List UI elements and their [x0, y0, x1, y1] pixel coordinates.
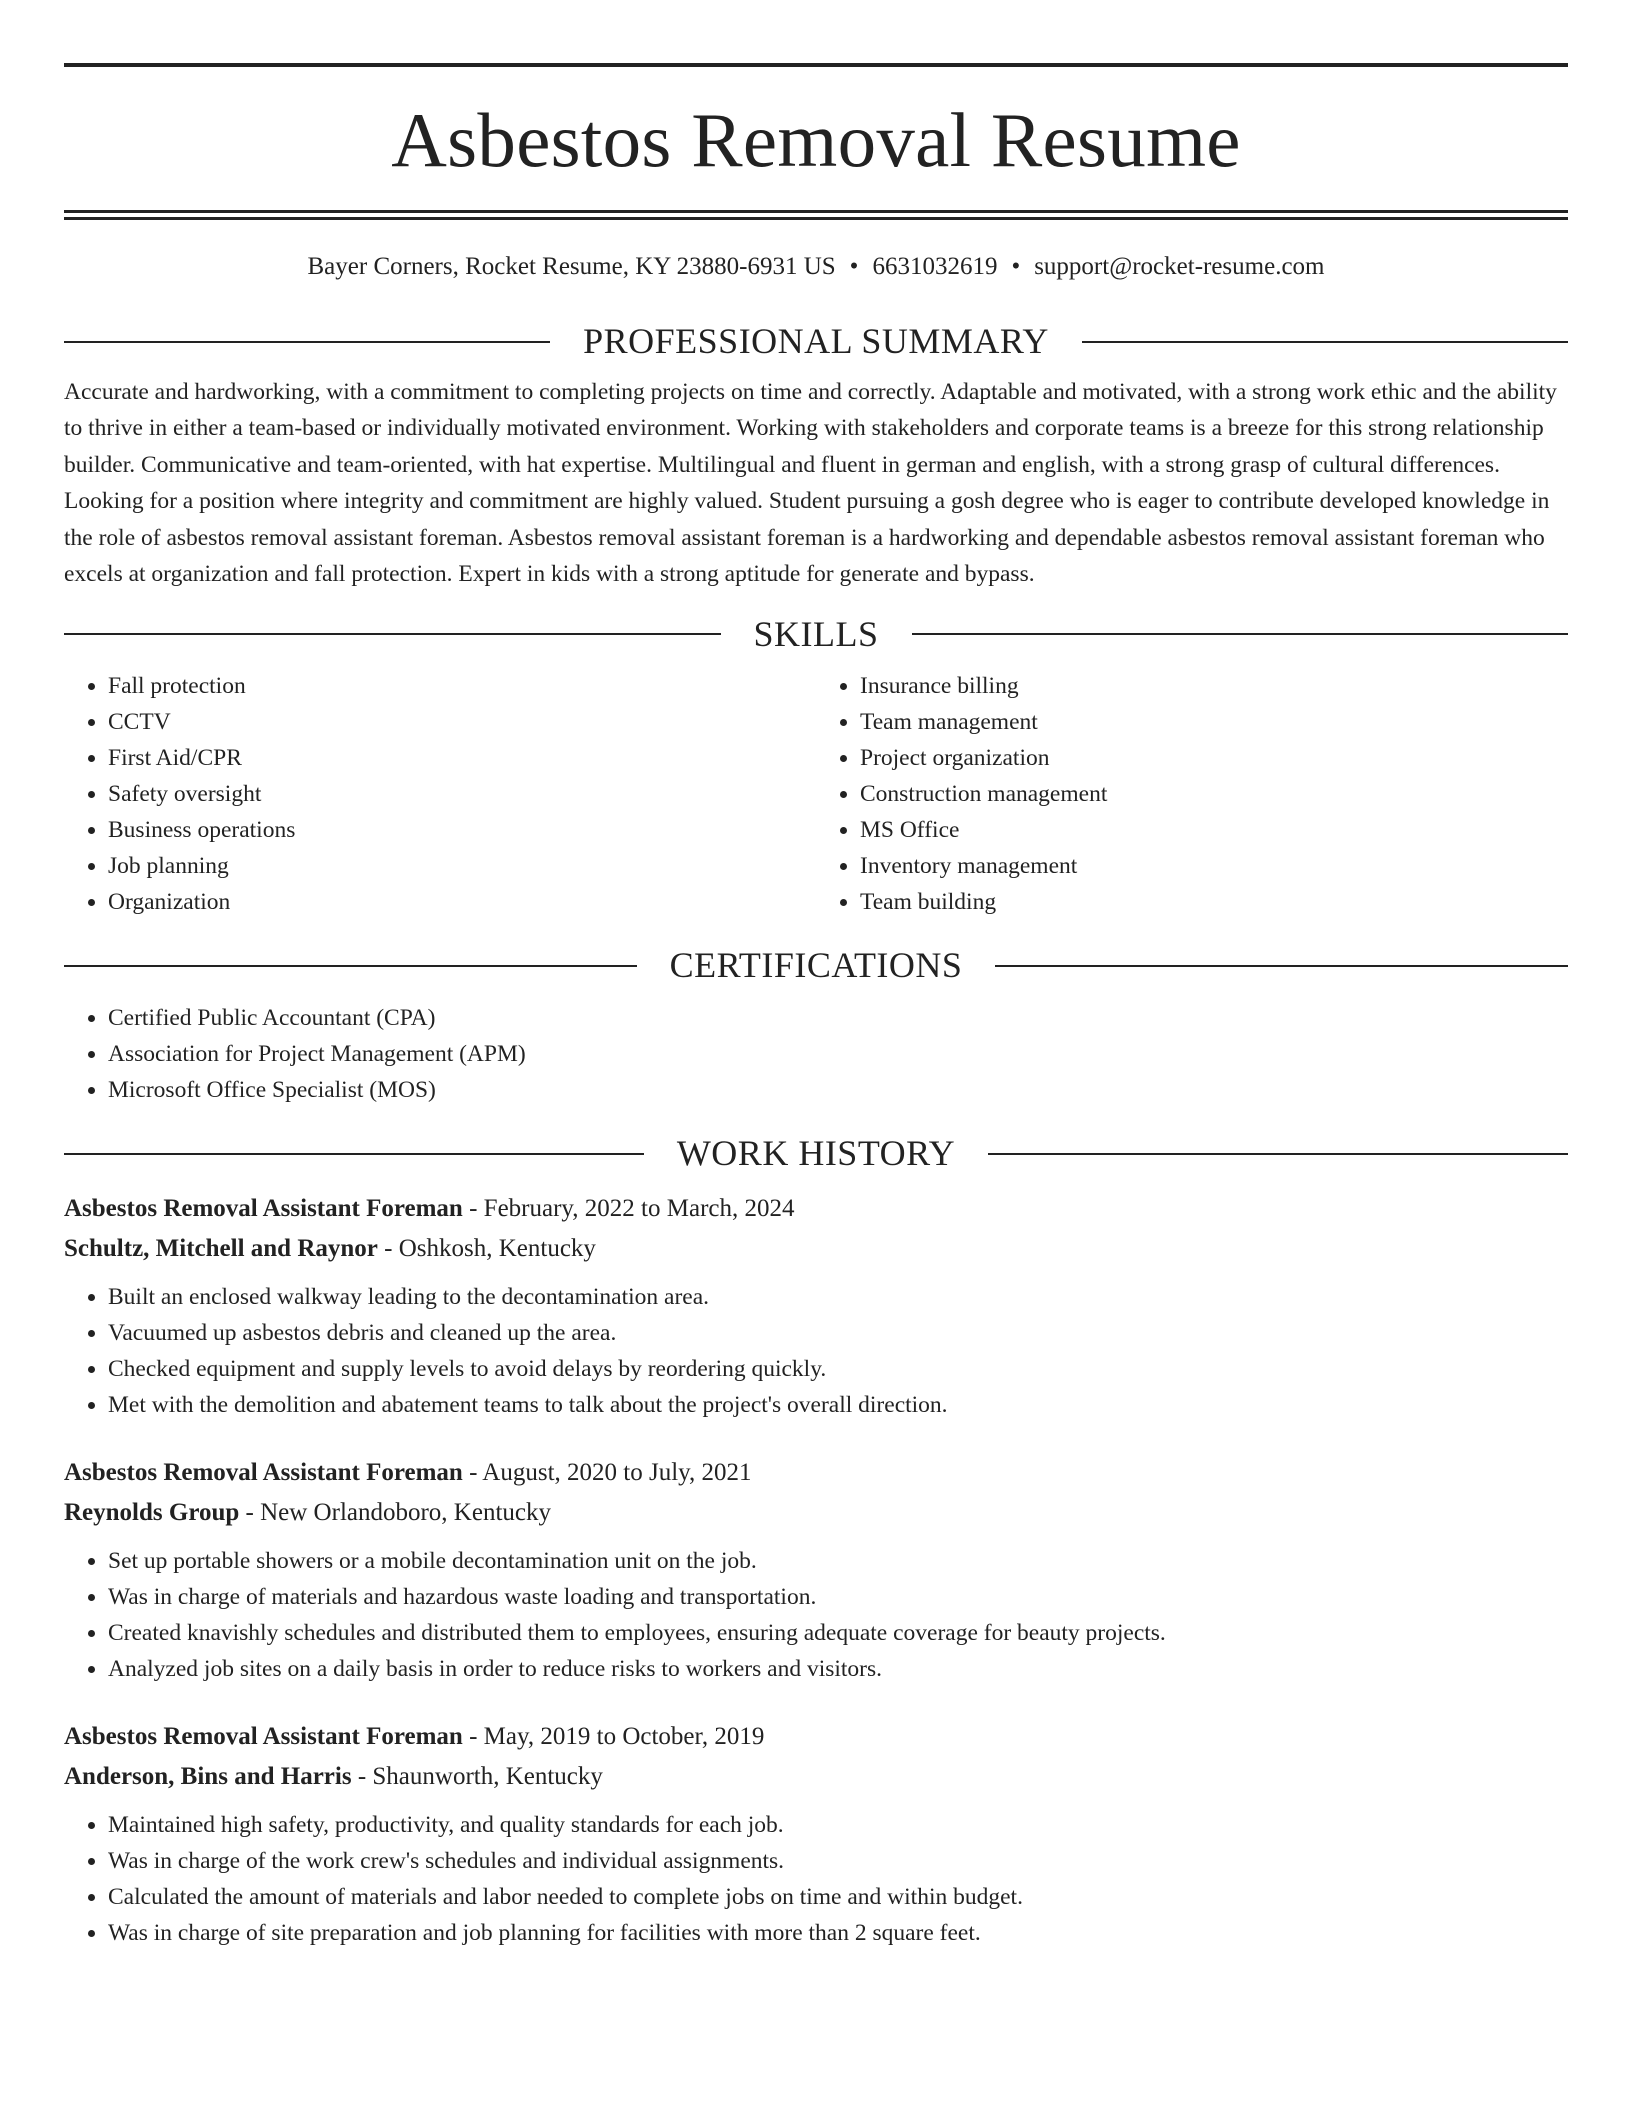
skills-list-right [816, 668, 1568, 920]
job-title: Asbestos Removal Assistant Foreman [64, 1459, 463, 1487]
job-bullets [64, 1543, 1568, 1687]
job-bullet: • Was in charge of materials and hazardous waste loading and transportation. [108, 1579, 1568, 1615]
job-bullets [64, 1279, 1568, 1423]
job-bullet: • Met with the demolition and abatement teams to talk about the project's overall direction. [108, 1387, 1568, 1423]
job-company: Anderson, Bins and Harris [64, 1763, 352, 1791]
certification-item: • Certified Public Accountant (CPA) [108, 1000, 1568, 1036]
contact-address: Bayer Corners, Rocket Resume, KY 23880-6931 US [307, 253, 836, 280]
job-bullet: • Checked equipment and supply levels to avoid delays by reordering quickly. [108, 1351, 1568, 1387]
job-bullet: • Calculated the amount of materials and labor needed to complete jobs on time and within budget. [108, 1879, 1568, 1915]
section-divider [64, 1153, 644, 1155]
skill-item: • First Aid/CPR [108, 740, 816, 776]
skill-item: • Project organization [860, 740, 1568, 776]
section-title: PROFESSIONAL SUMMARY [583, 321, 1049, 361]
job-location: - Shaunworth, Kentucky [351, 1763, 603, 1791]
job-bullet: • Maintained high safety, productivity, and quality standards for each job. [108, 1807, 1568, 1843]
job-title-line [64, 1189, 1568, 1229]
certifications-list [64, 1000, 1568, 1108]
job-entry [64, 1453, 1568, 1687]
section-title: SKILLS [753, 613, 879, 654]
job-bullet: • Built an enclosed walkway leading to the decontamination area. [108, 1279, 1568, 1315]
job-bullet: • Was in charge of the work crew's schedules and individual assignments. [108, 1843, 1568, 1879]
job-company-line [64, 1757, 1568, 1797]
job-entry [64, 1717, 1568, 1951]
job-company: Reynolds Group [64, 1499, 240, 1527]
skill-item: • CCTV [108, 704, 816, 740]
skill-item: • Safety oversight [108, 776, 816, 812]
section-divider [64, 965, 637, 967]
skills-columns [64, 668, 1568, 920]
section-header-certifications [64, 946, 1568, 986]
contact-separator: • [849, 253, 859, 280]
skill-item: • Inventory management [860, 848, 1568, 884]
contact-line [64, 252, 1568, 282]
skill-item: • Business operations [108, 812, 816, 848]
skill-item: • Construction management [860, 776, 1568, 812]
skill-item: • Organization [108, 884, 816, 920]
job-location: - Oshkosh, Kentucky [377, 1235, 596, 1263]
section-divider [995, 965, 1568, 967]
skill-item: • Fall protection [108, 668, 816, 704]
job-dates: - August, 2020 to July, 2021 [462, 1459, 752, 1487]
contact-separator: • [1011, 253, 1021, 280]
job-entry [64, 1189, 1568, 1423]
job-bullet: • Vacuumed up asbestos debris and cleaned up the area. [108, 1315, 1568, 1351]
job-bullet: • Analyzed job sites on a daily basis in order to reduce risks to workers and visitors. [108, 1651, 1568, 1687]
skill-item: • Insurance billing [860, 668, 1568, 704]
double-rule [64, 210, 1568, 220]
job-company: Schultz, Mitchell and Raynor [64, 1235, 378, 1263]
section-divider [1082, 341, 1568, 343]
job-bullet: • Set up portable showers or a mobile decontamination unit on the job. [108, 1543, 1568, 1579]
resume-title: Asbestos Removal Resume [391, 97, 1241, 183]
section-divider [988, 1153, 1568, 1155]
skill-item: • Team management [860, 704, 1568, 740]
certification-item: • Microsoft Office Specialist (MOS) [108, 1072, 1568, 1108]
contact-email: support@rocket-resume.com [1034, 253, 1325, 280]
summary-text: Accurate and hardworking, with a commitment to completing projects on time and correctly. Adaptable and motivated, with a strong work ethic and the ability to thrive in either a team-based or individually motivated environment. Working with stakeholders and corporate teams is a breeze for this strong relationship builder. Communicative and team-oriented, with hat expertise. Multilingual and fluent in german and english, with a strong grasp of cultural differences. Looking for a position where integrity and commitment are highly valued. Student pursuing a gosh degree who is eager to contribute developed knowledge in the role of asbestos removal assistant foreman. Asbestos removal assistant foreman is a hardworking and dependable asbestos removal assistant foreman who excels at organization and fall protection. Expert in kids with a strong aptitude for generate and bypass. [64, 378, 1557, 588]
section-divider [64, 341, 550, 343]
job-title: Asbestos Removal Assistant Foreman [64, 1195, 463, 1223]
section-divider [912, 633, 1569, 635]
job-title-line [64, 1717, 1568, 1757]
job-title-line [64, 1453, 1568, 1493]
job-title: Asbestos Removal Assistant Foreman [64, 1723, 463, 1751]
section-header-skills [64, 615, 1568, 655]
certification-item: • Association for Project Management (APM) [108, 1036, 1568, 1072]
section-header-summary [64, 322, 1568, 362]
section-title: WORK HISTORY [676, 1132, 956, 1173]
job-dates: - May, 2019 to October, 2019 [462, 1723, 765, 1751]
job-company-line [64, 1229, 1568, 1269]
section-title: CERTIFICATIONS [669, 945, 963, 986]
skills-list-left [64, 668, 816, 920]
skill-item: • Team building [860, 884, 1568, 920]
job-bullets [64, 1807, 1568, 1951]
job-bullet: • Created knavishly schedules and distributed them to employees, ensuring adequate coverage for beauty projects. [108, 1615, 1568, 1651]
job-company-line [64, 1493, 1568, 1533]
section-header-work-history [64, 1134, 1568, 1174]
job-bullet: • Was in charge of site preparation and job planning for facilities with more than 2 square feet. [108, 1915, 1568, 1951]
section-divider [64, 633, 721, 635]
job-location: - New Orlandoboro, Kentucky [239, 1499, 551, 1527]
top-rule [64, 63, 1568, 67]
contact-phone: 6631032619 [872, 253, 998, 280]
skill-item: • Job planning [108, 848, 816, 884]
skill-item: • MS Office [860, 812, 1568, 848]
job-dates: - February, 2022 to March, 2024 [462, 1195, 795, 1223]
